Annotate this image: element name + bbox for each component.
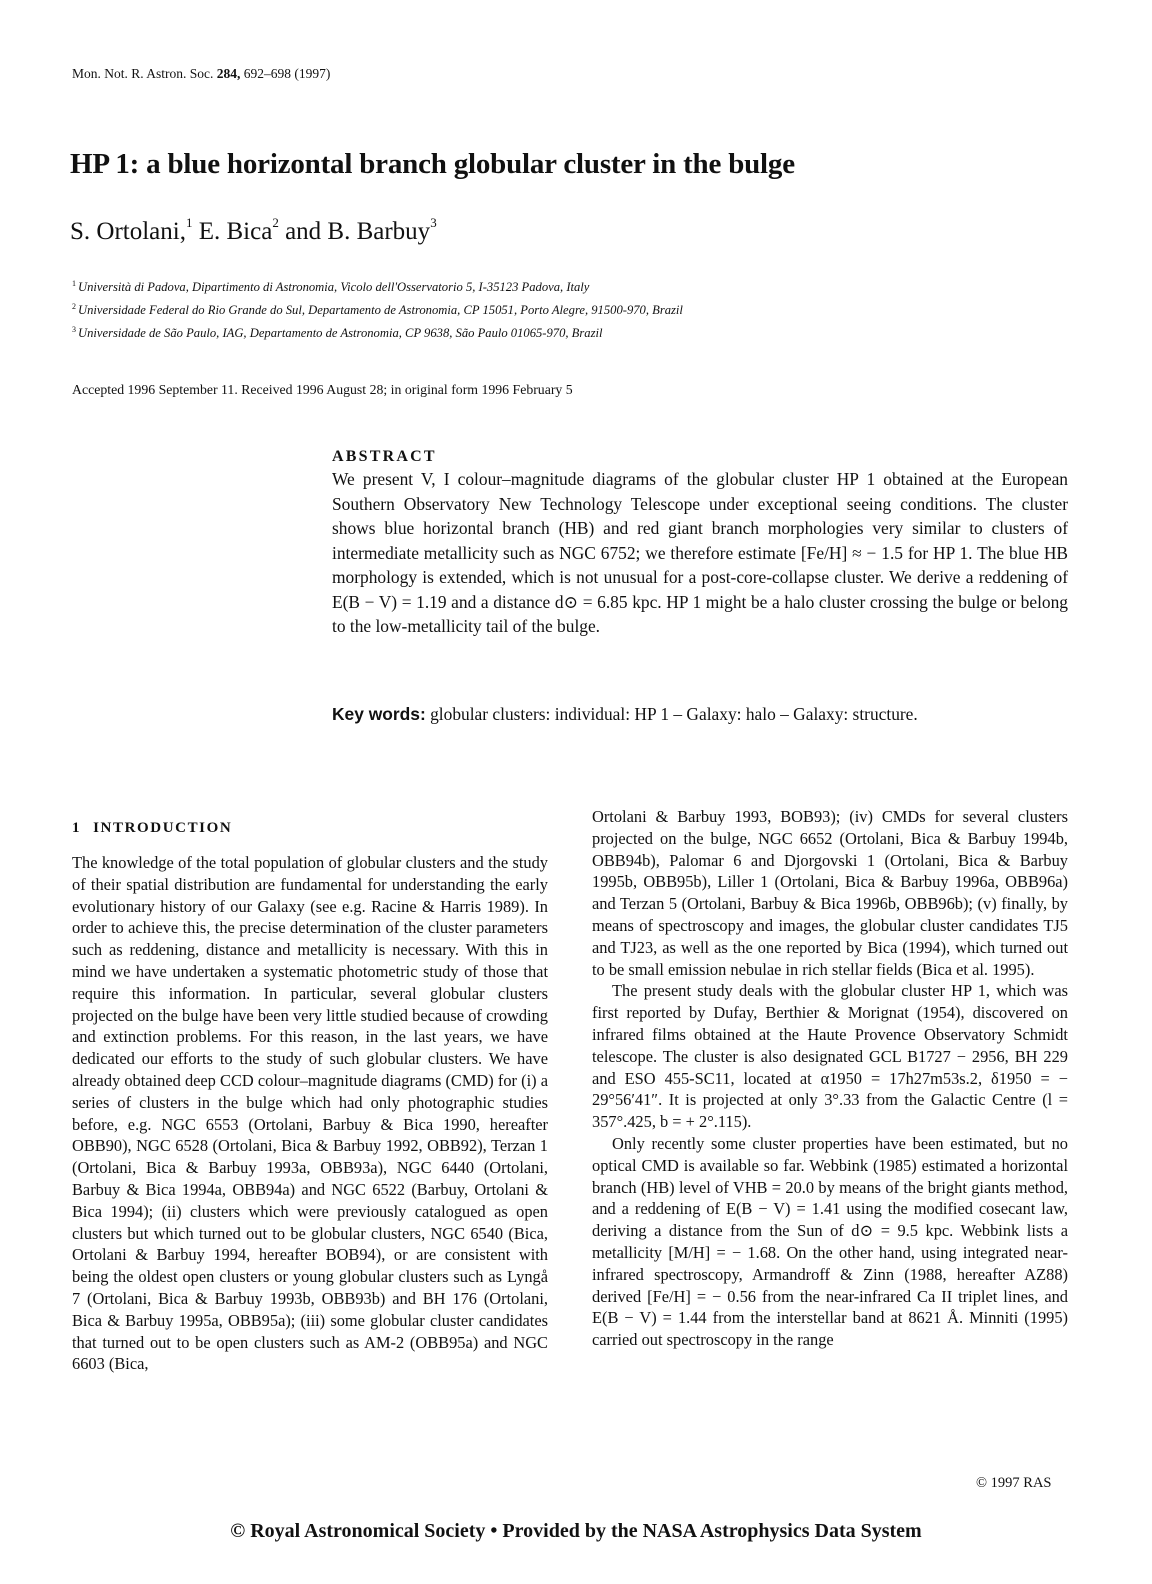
journal-prefix: Mon. Not. R. Astron. Soc. bbox=[72, 66, 214, 81]
submission-history: Accepted 1996 September 11. Received 1996 August 28; in original form 1996 February 5 bbox=[72, 382, 573, 397]
left-column bbox=[72, 852, 548, 1375]
right-column bbox=[592, 806, 1068, 1351]
journal-volume: 284, bbox=[216, 66, 241, 81]
paper-title: HP 1: a blue horizontal branch globular cluster in the bulge bbox=[70, 148, 795, 180]
affiliation-text: Universidade de São Paulo, IAG, Departamento de Astronomia, CP 9638, São Paulo 01065-970, Brazil bbox=[78, 326, 603, 341]
affiliation-mark: 3 bbox=[72, 325, 76, 335]
ads-footer: © Royal Astronomical Society • Provided by the NASA Astrophysics Data System bbox=[230, 1520, 922, 1542]
abstract-body: We present V, I colour–magnitude diagrams of the globular cluster HP 1 obtained at the European Southern Observatory New Technology Telescope under exceptional seeing conditions. The cluster shows blue horizontal branch (HB) and red giant branch morphologies very similar to clusters of intermediate metallicity such as NGC 6752; we therefore estimate [Fe/H] ≈ − 1.5 for HP 1. The blue HB morphology is extended, which is not unusual for a post-core-collapse cluster. We derive a reddening of E(B − V) = 1.19 and a distance d⊙ = 6.85 kpc. HP 1 might be a halo cluster crossing the bulge or belong to the low-metallicity tail of the bulge. bbox=[332, 469, 1068, 636]
keywords bbox=[332, 704, 1072, 725]
author-list bbox=[70, 215, 437, 246]
section-title: INTRODUCTION bbox=[93, 820, 233, 836]
abstract-block bbox=[332, 448, 1068, 639]
author-name: and B. Barbuy bbox=[285, 218, 431, 245]
affiliation bbox=[72, 320, 683, 343]
affiliation-text: Università di Padova, Dipartimento di Astronomia, Vicolo dell'Osservatorio 5, I-35123 Padova, Italy bbox=[78, 280, 590, 295]
author-affiliation-mark: 1 bbox=[185, 215, 193, 230]
paragraph: The knowledge of the total population of globular clusters and the study of their spatial distribution are fundamental for understanding the early evolutionary history of our Galaxy (see e.g. Racine & Harris 1989). In order to achieve this, the precise determination of the cluster parameters such as reddening, distance and metallicity is necessary. With this in mind we have undertaken a systematic photometric study of those that require this information. In particular, several globular clusters projected on the bulge have been very little studied because of crowding and extinction problems. For this reason, in the last years, we have dedicated our efforts to the study of such globular clusters. We have already obtained deep CCD colour–magnitude diagrams (CMD) for (i) a series of clusters in the bulge which had only photographic studies before, e.g. NGC 6553 (Ortolani, Barbuy & Bica 1990, hereafter OBB90), NGC 6528 (Ortolani, Bica & Barbuy 1992, OBB92), Terzan 1 (Ortolani, Bica & Barbuy 1993a, OBB93a), NGC 6440 (Ortolani, Barbuy & Bica 1994a, OBB94a) and NGC 6522 (Barbuy, Ortolani & Bica 1994); (ii) clusters which were previously catalogued as open clusters but which turned out to be globular clusters, NGC 6540 (Bica, Ortolani & Barbuy 1994, hereafter BOB94), or are consistent with being the oldest open clusters or young globular clusters such as Lyngå 7 (Ortolani, Bica & Barbuy 1993b, OBB93b) and BH 176 (Ortolani, Bica & Barbuy 1995a, OBB95a); (iii) some globular cluster candidates that turned out to be open clusters such as AM-2 (OBB95a) and NGC 6603 (Bica, bbox=[72, 853, 548, 1374]
paragraph: Only recently some cluster properties have been estimated, but no optical CMD is available so far. Webbink (1985) estimated a horizontal branch (HB) level of VHB = 20.0 by means of the bright giants method, and a reddening of E(B − V) = 1.41 using the modified cosecant law, deriving a distance from the Sun of d⊙ = 9.5 kpc. Webbink lists a metallicity [M/H] = − 1.68. On the other hand, using integrated near-infrared spectroscopy, Armandroff & Zinn (1988, hereafter AZ88) derived [Fe/H] = − 0.56 from the near-infrared Ca II triplet lines, and E(B − V) = 1.44 from the interstellar band at 8621 Å. Minniti (1995) carried out spectroscopy in the range bbox=[592, 1133, 1068, 1350]
paragraph: The present study deals with the globular cluster HP 1, which was first reported by Dufay, Berthier & Morignat (1954), discovered on infrared films obtained at the Haute Provence Observatory Schmidt telescope. The cluster is also designated GCL B1727 − 2956, BH 229 and ESO 455-SC11, located at α1950 = 17h27m53s.2, δ1950 = − 29°56′41″. It is projected at only 3°.33 from the Galactic Centre (l = 357°.425, b = + 2°.115). bbox=[592, 981, 1068, 1132]
keywords-text: globular clusters: individual: HP 1 – Galaxy: halo – Galaxy: structure. bbox=[430, 704, 918, 724]
author-name: E. Bica bbox=[198, 218, 273, 245]
keywords-label: Key words: bbox=[332, 704, 426, 724]
author-name: S. Ortolani, bbox=[70, 218, 186, 245]
journal-pages-year: 692–698 (1997) bbox=[243, 66, 331, 81]
section-heading bbox=[72, 820, 232, 837]
affiliation-text: Universidade Federal do Rio Grande do Sul, Departamento de Astronomia, CP 15051, Porto Alegre, 91500-970, Brazil bbox=[78, 303, 683, 318]
affiliation bbox=[72, 274, 683, 297]
affiliation bbox=[72, 297, 683, 320]
author-affiliation-mark: 3 bbox=[430, 215, 437, 230]
affiliation-mark: 2 bbox=[72, 302, 76, 312]
copyright-notice: © 1997 RAS bbox=[976, 1475, 1052, 1491]
affiliation-mark: 1 bbox=[72, 279, 76, 288]
section-number: 1 bbox=[72, 820, 82, 836]
paragraph: Ortolani & Barbuy 1993, BOB93); (iv) CMDs for several clusters projected on the bulge, NGC 6652 (Ortolani, Bica & Barbuy 1994b, OBB94b), Palomar 6 and Djorgovski 1 (Ortolani, Bica & Barbuy 1995b, OBB95b), Liller 1 (Ortolani, Bica & Barbuy 1996a, OBB96a) and Terzan 5 (Ortolani, Barbuy & Bica 1996b, OBB96b); (v) finally, by means of spectroscopy and images, the globular cluster candidates TJ5 and TJ23, as well as the one reported by Bica (1994), which turned out to be small emission nebulae in rich stellar fields (Bica et al. 1995). bbox=[592, 807, 1068, 979]
author-affiliation-mark: 2 bbox=[272, 215, 279, 230]
journal-reference bbox=[72, 66, 330, 82]
affiliation-list bbox=[72, 274, 683, 344]
abstract-heading: ABSTRACT bbox=[332, 448, 437, 465]
